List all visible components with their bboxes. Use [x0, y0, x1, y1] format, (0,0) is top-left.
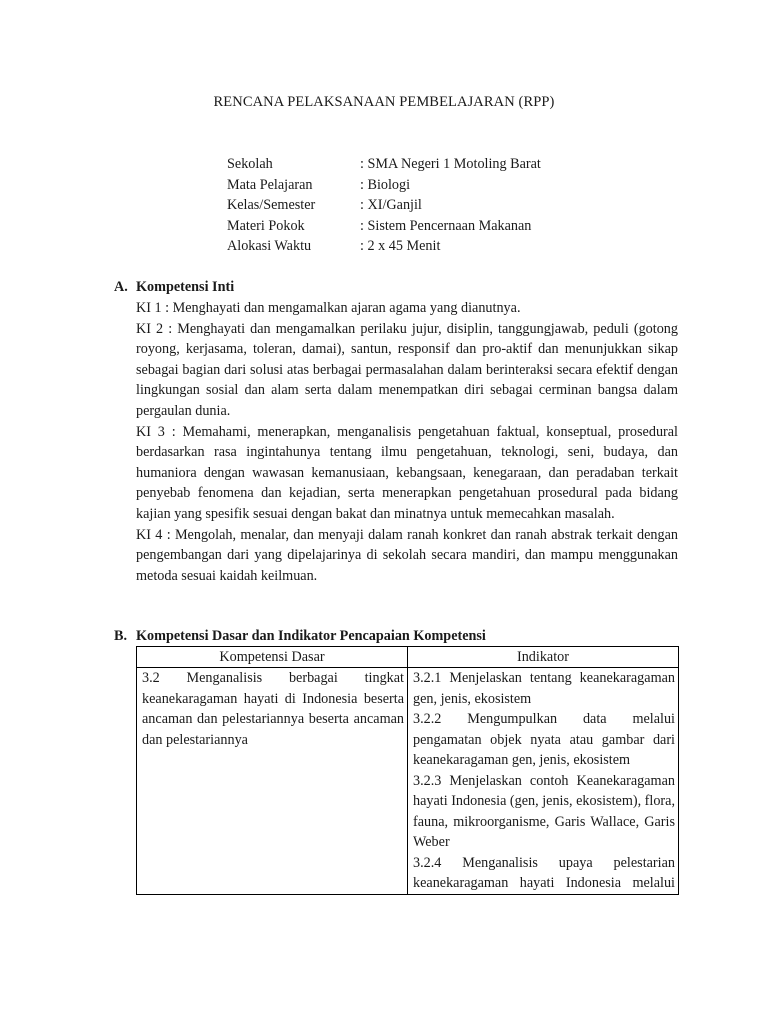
identity-value: : Biologi	[360, 176, 411, 193]
identity-value: : Sistem Pencernaan Makanan	[360, 217, 532, 234]
indicator-item: 3.2.1 Menjelaskan tentang keanekaragaman gen, jenis, ekosistem	[413, 670, 675, 707]
ki-paragraph: KI 4 : Mengolah, menalar, dan menyaji dalam ranah konkret dan ranah abstrak terkait dengan pengembangan dari yang dipelajarinya di sekolah secara mandiri, dan mampu menggunakan metoda sesuai kaidah keilmuan.	[136, 526, 678, 584]
identity-row-topic	[227, 216, 647, 237]
ki-paragraph: KI 1 : Menghayati dan mengamalkan ajaran agama yang dianutnya.	[136, 300, 521, 316]
ki-paragraph: KI 3 : Memahami, menerapkan, menganalisis pengetahuan faktual, konseptual, prosedural berdasarkan rasa ingintahunya tentang ilmu pengetahuan, teknologi, seni, budaya, dan humaniora dengan wawasan kemanusiaan, kebangsaan, kenegaraan, dan peradaban terkait penyebab fenomena dan kejadian, serta menerapkan pengetahuan prosedural pada bidang kajian yang spesifik sesuai dengan bakat dan minatnya untuk memecahkan masalah.	[136, 423, 678, 522]
section-title: Kompetensi Dasar dan Indikator Pencapaian Kompetensi	[136, 628, 486, 644]
core-competence-list	[136, 298, 678, 586]
indicator-cell	[408, 668, 679, 895]
section-letter: B.	[114, 628, 128, 644]
competence-table	[136, 646, 679, 895]
identity-row-school	[227, 154, 647, 175]
column-header-indicator: Indikator	[408, 647, 679, 668]
identity-label: Alokasi Waktu	[227, 238, 312, 254]
basic-competence-text: 3.2 Menganalisis berbagai tingkat keanekaragaman hayati di Indonesia beserta ancaman dan pelestariannya beserta ancaman dan pelestariannya	[142, 670, 404, 748]
identity-label: Kelas/Semester	[227, 197, 316, 213]
indicator-item: 3.2.2 Mengumpulkan data melalui pengamatan objek nyata atau gambar dari keanekaragaman gen, jenis, ekosistem	[413, 711, 675, 768]
identity-value: : SMA Negeri 1 Motoling Barat	[360, 156, 541, 172]
identity-value: : XI/Ganjil	[360, 197, 422, 213]
column-header-basic-competence: Kompetensi Dasar	[137, 647, 408, 668]
table-header-row	[137, 647, 679, 668]
section-a-heading	[114, 277, 234, 297]
basic-competence-cell	[137, 668, 408, 895]
identity-row-time	[227, 236, 647, 257]
section-b-heading	[114, 626, 486, 646]
ki-paragraph: KI 2 : Menghayati dan mengamalkan perilaku jujur, disiplin, tanggungjawab, peduli (gotong royong, kerjasama, toleran, damai), santun, responsif dan pro-aktif dan menunjukkan sikap sebagai bagian dari solusi atas berbagai permasalahan dalam berinteraksi secara efektif dengan lingkungan sosial dan alam serta dalam menempatkan diri sebagai cerminan bangsa dalam pergaulan dunia.	[136, 320, 678, 419]
identity-label: Sekolah	[227, 156, 273, 172]
indicator-item: 3.2.3 Menjelaskan contoh Keanekaragaman hayati Indonesia (gen, jenis, ekosistem), flora, fauna, mikroorganisme, Garis Wallace, Garis Weber	[413, 772, 675, 850]
identity-label: Materi Pokok	[227, 217, 305, 234]
identity-row-subject	[227, 175, 647, 196]
identity-label: Mata Pelajaran	[227, 176, 313, 193]
identity-value: : 2 x 45 Menit	[360, 238, 441, 254]
section-title: Kompetensi Inti	[136, 279, 235, 295]
table-row	[137, 668, 679, 895]
document-title: RENCANA PELAKSANAAN PEMBELAJARAN (RPP)	[213, 94, 555, 110]
section-letter: A.	[114, 279, 128, 295]
identity-block	[227, 154, 647, 257]
identity-row-class	[227, 195, 647, 216]
indicator-item: 3.2.4 Menganalisis upaya pelestarian keanekaragaman hayati Indonesia melalui	[413, 854, 675, 891]
